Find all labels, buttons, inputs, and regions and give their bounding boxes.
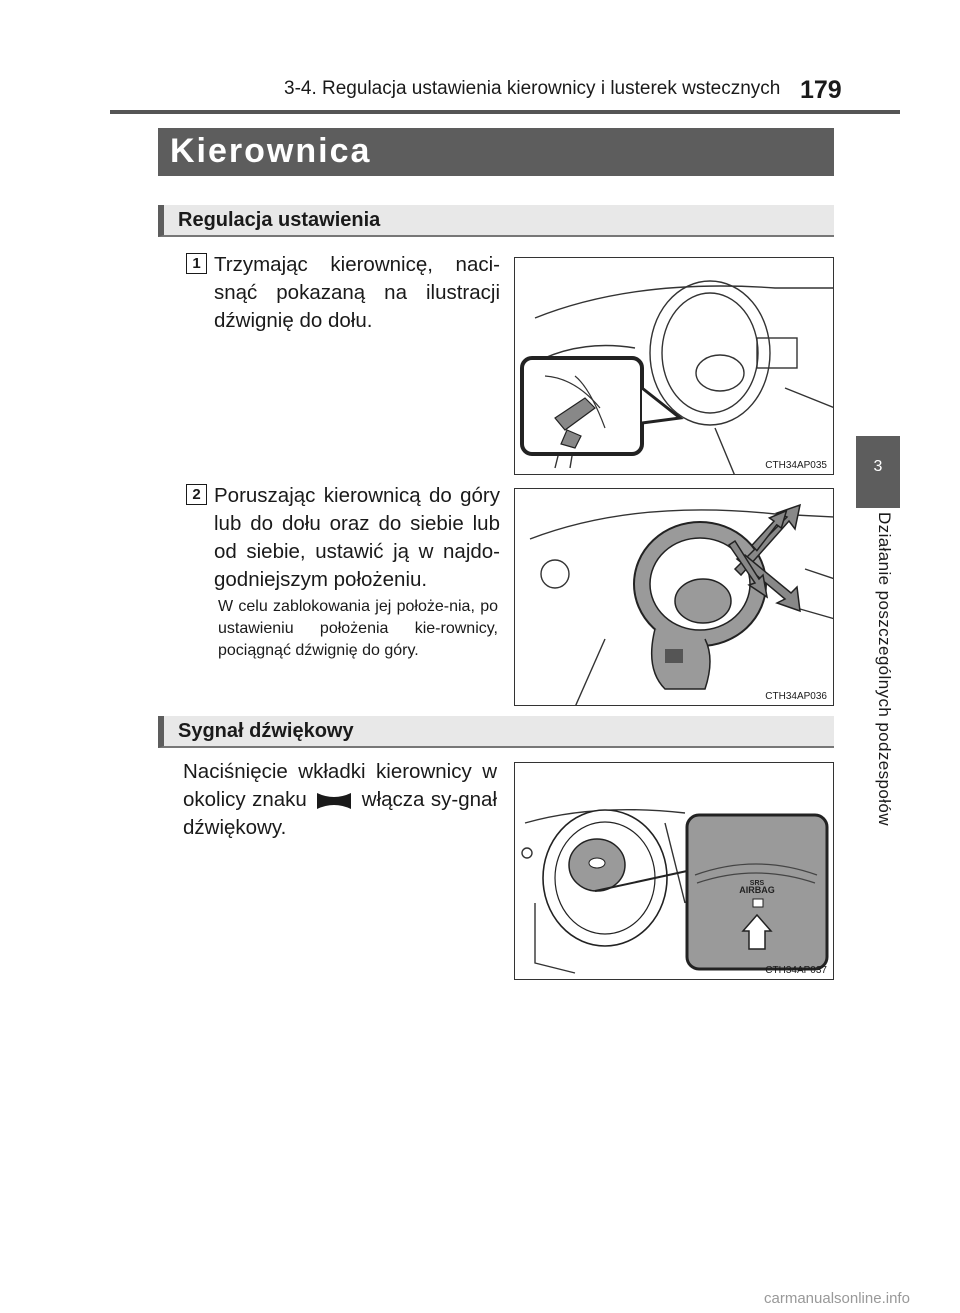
figure-3 [514,762,834,980]
header-rule [110,110,900,114]
figure-2-code: CTH34AP036 [765,691,827,702]
horn-pad-illustration [515,763,834,980]
chapter-title: Działanie poszczególnych podzespołów [875,512,894,826]
step-2-text: Poruszając kierownicą do góry lub do dołu oraz do siebie lub od siebie, ustawić ją w najdo-godniejszym położeniu. [214,484,500,591]
running-head: 3-4. Regulacja ustawienia kierownicy i lusterek wstecznych [284,78,781,99]
step-2-note: W celu zablokowania jej położe-nia, po ustawieniu położenia kie-rownicy, pociągnąć dźwignię do góry. [218,598,498,659]
srs-label: SRS [749,880,765,887]
figure-1 [514,257,834,475]
section-heading-text: Sygnał dźwiękowy [178,720,354,742]
step-1-text: Trzymając kierownicę, naci-snąć pokazaną na ilustracji dźwignię do dołu. [214,253,500,332]
horn-text-before: Naciśnięcie wkładki kierownicy w okolicy znaku [183,760,497,811]
horn-text [183,758,497,842]
figure-2 [514,488,834,706]
figure-1-code: CTH34AP035 [765,460,827,471]
horn-text-after: włącza sy-gnał dźwiękowy. [183,788,497,839]
step-1-number: 1 [186,253,207,274]
figure-3-code: CTH34AP037 [765,965,827,976]
section-heading-adjustment [158,205,834,237]
chapter-tab: 3 [856,436,900,508]
page-title: Kierownica [170,132,372,170]
airbag-label: AIRBAG [739,885,775,895]
steering-adjust-illustration [515,489,834,706]
title-bar [158,128,834,176]
section-heading-horn [158,716,834,748]
horn-icon [313,791,355,811]
step-2-number: 2 [186,484,207,505]
watermark: carmanualsonline.info [764,1290,910,1307]
steering-lever-illustration [515,258,834,475]
section-heading-text: Regulacja ustawienia [178,209,381,231]
page-number: 179 [800,76,842,104]
